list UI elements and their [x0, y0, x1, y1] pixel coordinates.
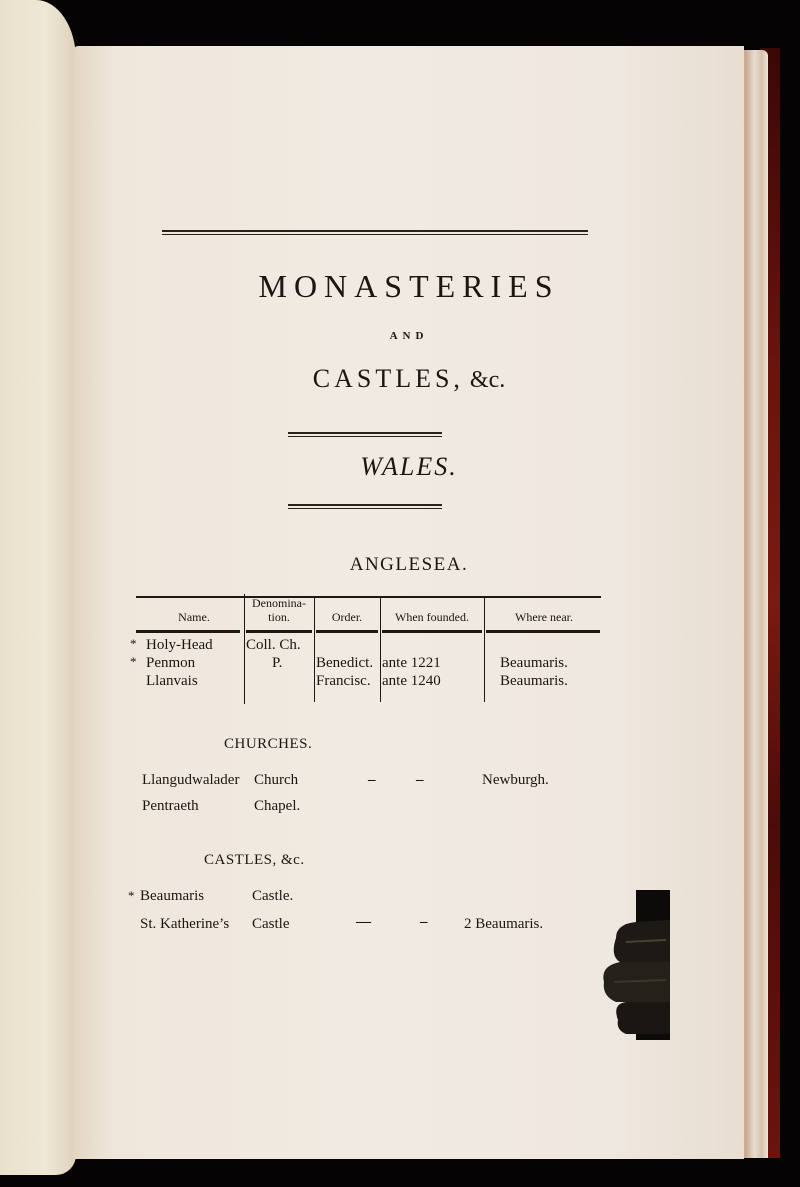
church-name: Pentraeth — [142, 798, 199, 814]
table-cell-founded: ante 1221 — [382, 655, 441, 671]
region-rule-bottom — [288, 504, 442, 506]
top-rule-thin — [162, 234, 588, 235]
table-cell-name: Holy-Head — [146, 637, 213, 653]
church-type: Church — [254, 772, 299, 788]
region-heading: WALES. — [360, 452, 458, 481]
column-divider — [314, 596, 315, 702]
church-type: Chapel. — [254, 798, 301, 814]
table-cell-denomination: Coll. Ch. — [246, 637, 301, 653]
ditto-dash: – — [420, 914, 428, 930]
column-divider — [380, 598, 381, 702]
left-page-edge — [0, 0, 76, 1175]
table-cell-name: Penmon — [146, 655, 196, 671]
table-cell-order: Benedict. — [316, 655, 374, 671]
castle-name: Beaumaris — [140, 888, 205, 904]
table-cell-near: Beaumaris. — [500, 673, 568, 689]
table-cell-founded: ante 1240 — [382, 673, 441, 689]
region-rule-top-thin — [288, 436, 442, 437]
table-top-rule — [136, 596, 601, 598]
church-name: Llangudwalader — [142, 772, 240, 788]
header-underline — [316, 630, 378, 633]
title-connector: AND — [389, 330, 429, 342]
table-cell-denomination: P. — [272, 655, 283, 671]
castle-near: 2 Beaumaris. — [464, 916, 544, 932]
churches-heading: CHURCHES. — [224, 736, 313, 752]
col-header-near: Where near. — [515, 610, 573, 624]
castle-name: St. Katherine’s — [140, 916, 230, 932]
header-underline — [486, 630, 600, 633]
subtitle-text: CASTLES, — [312, 364, 464, 393]
castle-type: Castle — [252, 916, 290, 932]
header-underline — [136, 630, 240, 633]
subtitle-suffix: &c. — [469, 367, 506, 393]
column-divider — [484, 598, 485, 702]
region-rule-bottom-thin — [288, 508, 442, 509]
header-underline — [382, 630, 482, 633]
castles-heading: CASTLES, &c. — [204, 852, 305, 868]
col-header-order: Order. — [331, 610, 363, 624]
table-cell-order: Francisc. — [316, 673, 371, 689]
col-header-denomination-line2: tion. — [268, 610, 290, 624]
header-underline — [246, 630, 312, 633]
col-header-denomination-line1: Denomina- — [252, 596, 306, 610]
row-marker: * — [128, 888, 135, 903]
table-cell-name: Llanvais — [146, 673, 198, 689]
table-cell-near: Beaumaris. — [500, 655, 568, 671]
region-rule-top — [288, 432, 442, 434]
col-header-founded: When founded. — [395, 610, 469, 624]
iron-book-clamp — [596, 890, 670, 1040]
ditto-dash: – — [416, 772, 424, 788]
page-title: MONASTERIES — [258, 268, 560, 304]
ditto-dash: — — [356, 914, 371, 930]
top-rule — [162, 230, 588, 232]
county-heading: ANGLESEA. — [349, 554, 469, 575]
col-header-name: Name. — [178, 610, 210, 624]
ditto-dash: – — [368, 772, 376, 788]
row-marker: * — [130, 654, 137, 669]
page-subtitle — [74, 364, 744, 394]
col-header-denomination — [244, 596, 314, 624]
row-marker: * — [130, 636, 137, 651]
castle-type: Castle. — [252, 888, 294, 904]
column-divider — [244, 594, 245, 704]
church-near: Newburgh. — [482, 772, 549, 788]
